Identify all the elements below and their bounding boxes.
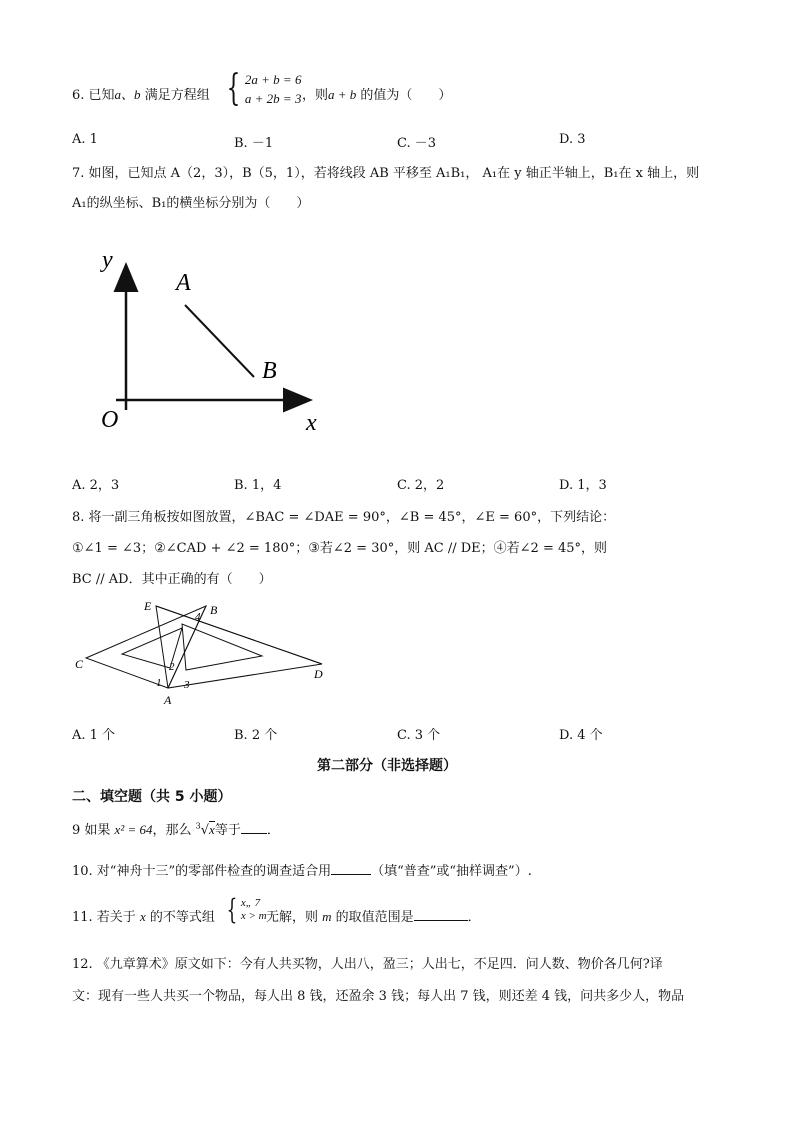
label-3: 3 [184,679,190,691]
label-d: D [314,667,323,681]
q8-option-c: C. 3 个 [397,728,441,743]
q11-var2: m [322,909,332,924]
q7-option-c: C. 2，2 [397,478,445,493]
q8-line2: ①∠1 = ∠3；②∠CAD + ∠2 = 180°；③若∠2 = 30°，则 AC // DE；④若∠2 = 45°，则 [72,541,608,556]
label-4: 4 [195,611,201,623]
q9-mid: ，那么 [152,823,196,838]
radical-icon: √ [200,823,210,838]
q9-root-index: 3 [195,821,201,831]
q8-option-d: D. 4 个 [559,728,603,743]
q9-prefix: 9 如果 [72,823,115,838]
label-e: E [144,599,152,613]
brace-icon: { [226,68,241,109]
q6-expr: a + b [328,87,357,102]
q11-prefix: 11. 若关于 [72,910,140,925]
set-square-45-outer [86,606,206,688]
q6-vars: a、b [114,87,141,102]
q7-option-d: D. 1，3 [559,478,607,493]
q9-stem [72,819,280,838]
q10-answer-blank[interactable] [331,862,371,875]
q6-stem [72,84,210,103]
q11-answer-blank[interactable] [414,908,468,921]
section2-title: 二、填空题（共 5 小题） [72,789,232,805]
q12-line1: 12. 《九章算术》原文如下：今有人共买物，人出八，盈三；人出七，不足四．问人数、物价各几何?译 [72,957,663,972]
brace-icon: { [226,893,238,926]
q11-suffix-pre: 的取值范围是 [331,910,414,925]
q6-tail [302,84,451,103]
q6-eq2: a + 2b = 3 [244,91,302,106]
q9-suffix-pre: 等于 [214,823,241,838]
q6-option-c: C. －3 [397,136,437,151]
q11-ineq2: x > m [240,910,267,922]
label-c: C [75,657,84,671]
q10-prefix: 10. 对“神舟十三”的零部件检查的调查适合用 [72,864,332,879]
q7-coordinate-figure [96,245,336,445]
q9-expr: x² = 64 [114,822,153,837]
q7-option-a: A. 2，3 [72,478,120,493]
q9-suffix: ． [266,823,280,838]
label-x: x [306,410,317,436]
q6-eq1: 2a + b = 6 [244,72,302,87]
q8-option-a: A. 1 个 [72,728,116,743]
q12-line2: 文：现有一些人共买一个物品，每人出 8 钱，还盈余 3 钱；每人出 7 钱，则还差 4 钱，问共多少人，物品 [72,989,685,1004]
q7-option-b: B. 1，4 [234,478,282,493]
line-e-to-d [156,606,322,664]
q11-mid2: 无解，则 [266,910,323,925]
label-1: 1 [156,677,162,689]
q6-mid: 满足方程组 [140,88,210,103]
q11-mid: 的不等式组 [145,910,215,925]
q8-line3: BC // AD．其中正确的有（ ） [72,572,272,587]
q10-suffix: （填“普查”或“抽样调查”）. [371,864,532,879]
q6-suffix-pre: ，则 [302,88,329,103]
q11-var: x [139,909,146,924]
q10-stem [72,860,532,879]
label-b: B [210,603,218,617]
q11-ineq1: x„ 7 [240,897,261,909]
q8-triangle-figure [70,598,340,710]
label-o: O [101,407,119,433]
label-2: 2 [169,661,175,673]
q6-suffix: 的值为（ ） [356,88,452,103]
label-a: A [176,270,191,296]
q6-option-a: A. 1 [72,132,98,147]
q6-equation-system [222,70,301,108]
label-a: A [164,693,172,707]
label-y: y [102,247,113,273]
q8-option-b: B. 2 个 [234,728,278,743]
q7-line2: A₁的纵坐标、B₁的横坐标分别为（ ） [72,196,310,211]
q8-line1: 8. 将一副三角板按如图放置，∠BAC = ∠DAE = 90°，∠B = 45°，∠E = 60°，下列结论： [72,510,616,525]
q11-suffix: ． [467,910,481,925]
q11-stem-left [72,906,215,925]
q9-root-arg: x [209,822,215,837]
q7-line1: 7. 如图，已知点 A（2，3），B（5，1），若将线段 AB 平移至 A₁B₁， A₁在 y 轴正半轴上，B₁在 x 轴上，则 [72,166,700,181]
q6-prefix: 6. 已知 [72,88,115,103]
q9-answer-blank[interactable] [241,821,267,834]
q11-inequality-system [223,893,267,926]
segment-ab [185,305,254,377]
q11-stem-right [266,906,481,925]
q6-option-d: D. 3 [559,132,586,147]
q6-option-b: B. －1 [234,136,274,151]
part2-title: 第二部分（非选择题） [317,758,457,774]
label-b: B [262,358,277,384]
